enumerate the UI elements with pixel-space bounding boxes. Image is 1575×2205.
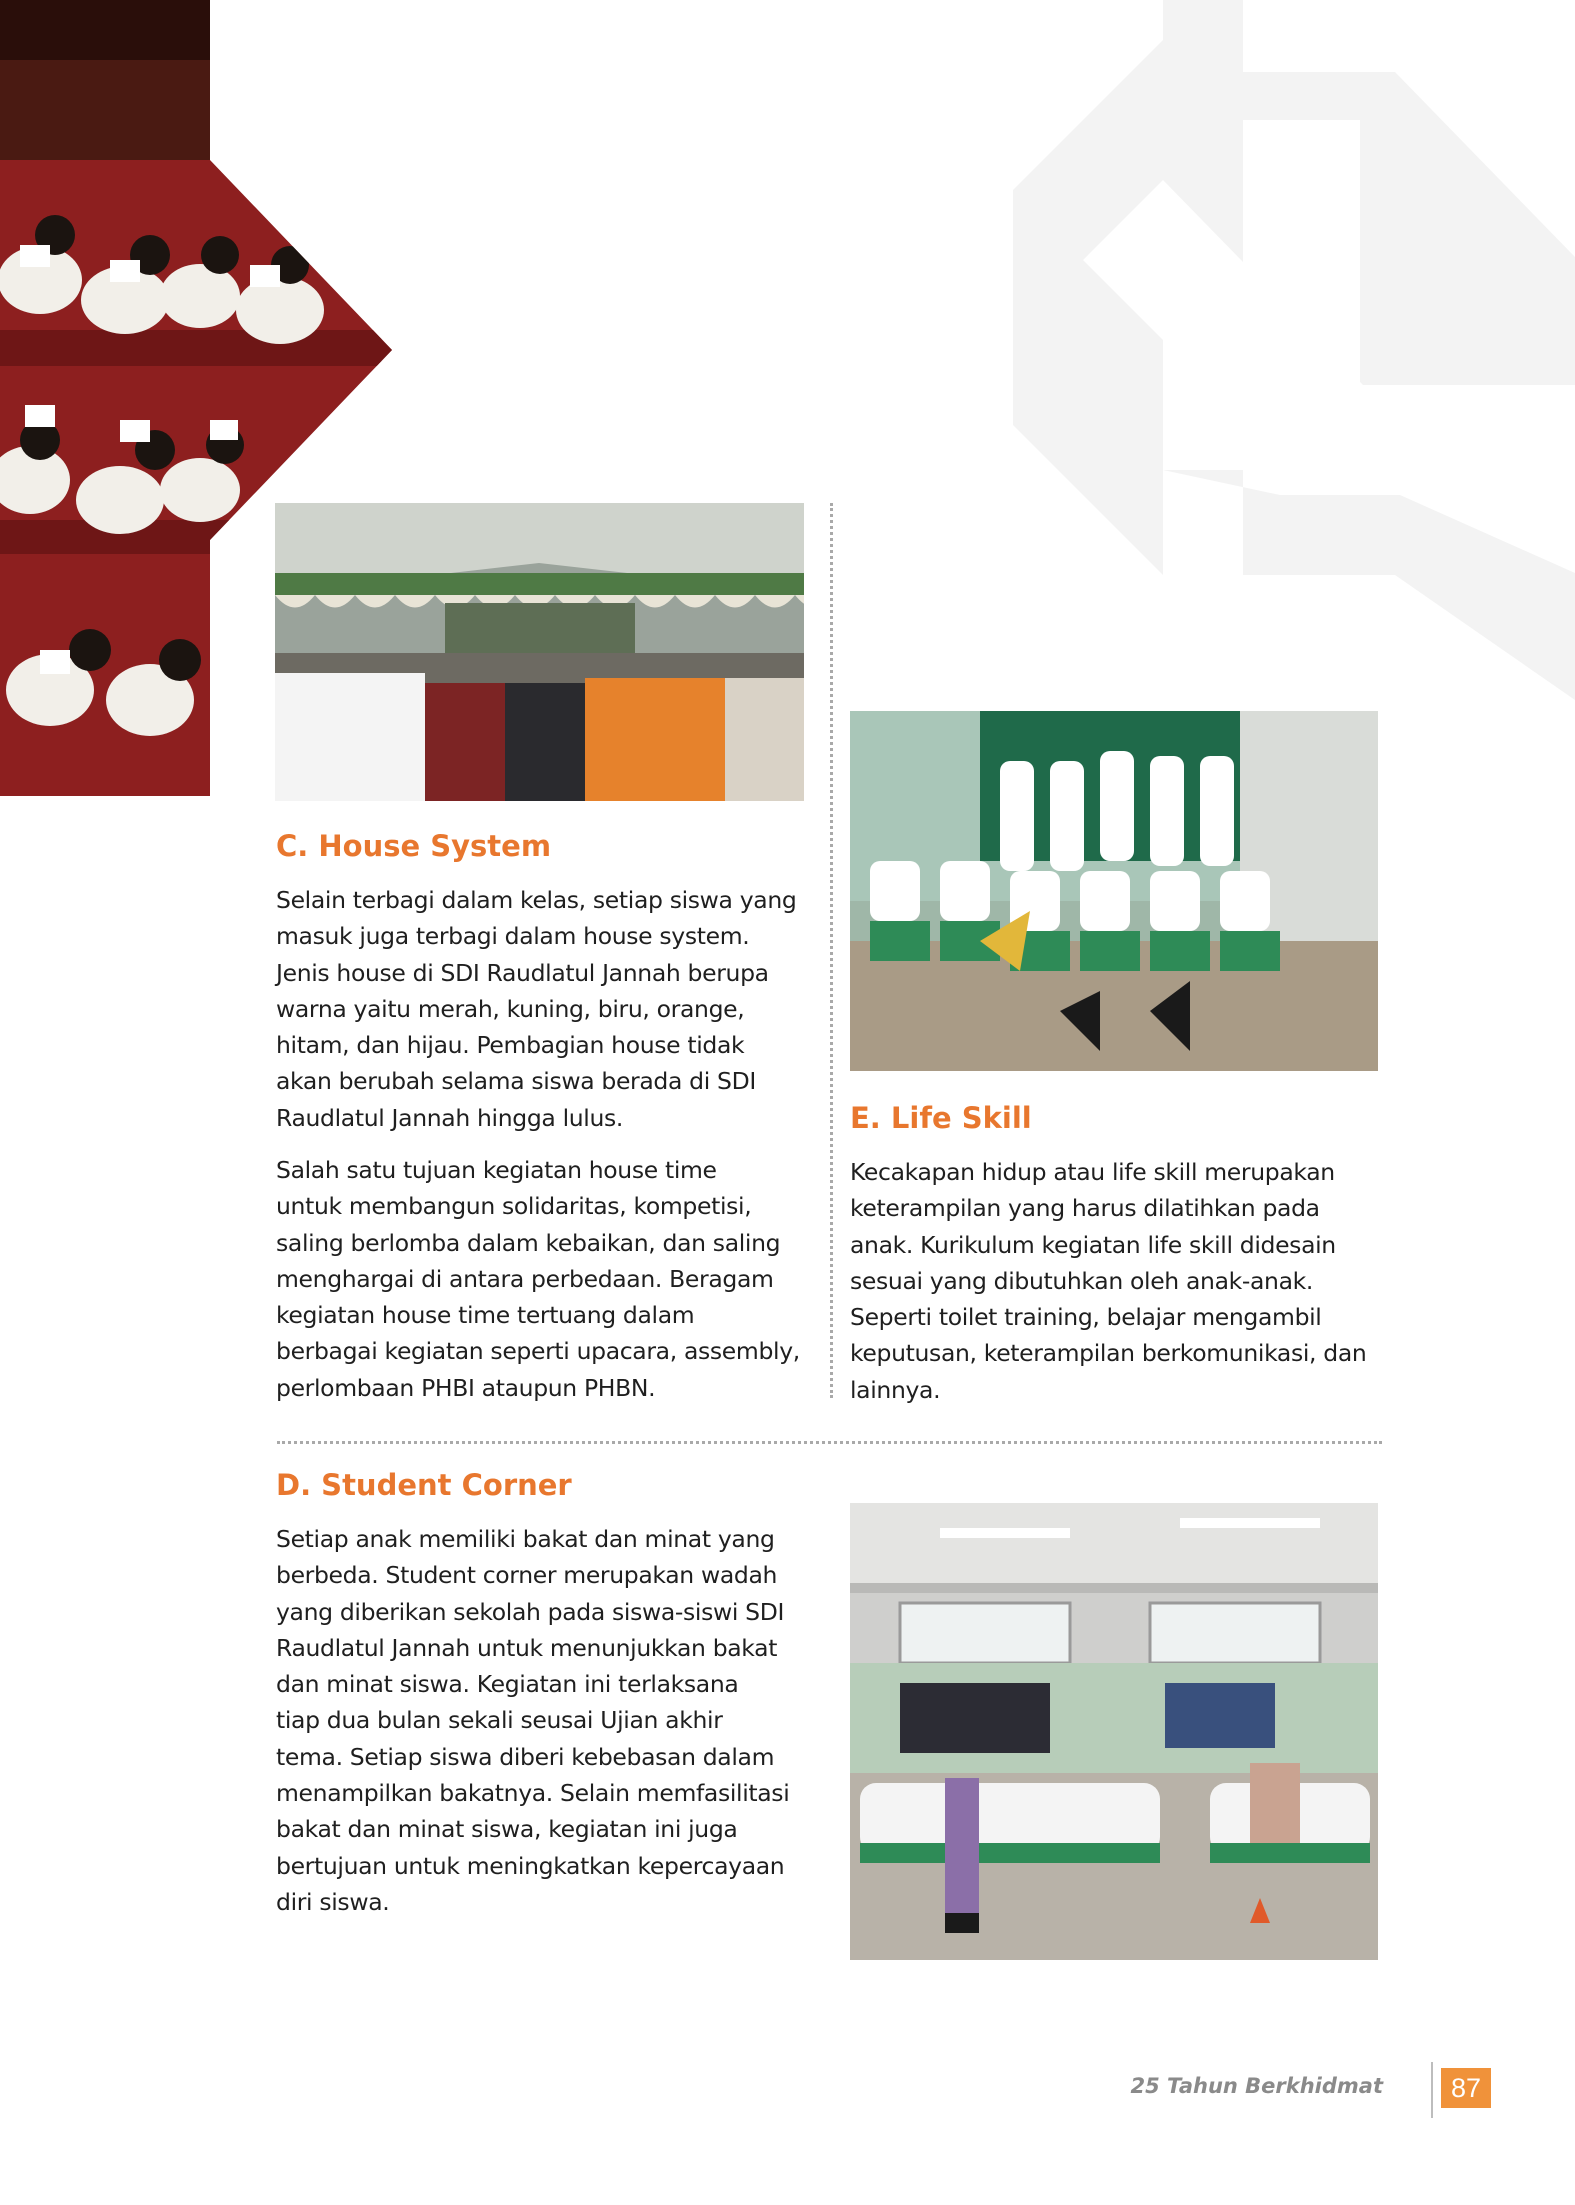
house-system-heading: C. House System [276, 829, 552, 863]
section-separator [277, 1441, 1382, 1444]
life-skill-paragraph: Kecakapan hidup atau life skill merupakan keterampilan yang harus dilatihkan pada anak. Kurikulum kegiatan life skill didesain sesuai yang dibutuhkan oleh anak-anak. Seperti toilet training, belajar mengambil keputusan, keterampilan berkomunikasi, dan lainnya. [850, 1158, 1367, 1404]
footer-divider [1431, 2062, 1433, 2118]
assembly-under-tent-photo [275, 503, 804, 801]
student-corner-paragraph: Setiap anak memiliki bakat dan minat yang berbeda. Student corner merupakan wadah yang diberikan sekolah pada siswa-siswi SDI Raudlatul Jannah untuk menunjukkan bakat dan minat siswa. Kegiatan ini terlaksana tiap dua bulan sekali seusai Ujian akhir tema. Setiap siswa diberi kebebasan dalam menampilkan bakatnya. Selain memfasilitasi bakat dan minat siswa, kegiatan ini juga bertujuan untuk meningkatkan kepercayaan diri siswa. [276, 1525, 790, 1916]
students-with-brooms-photo [850, 711, 1378, 1071]
page-number: 87 [1441, 2068, 1491, 2108]
student-performance-hall-photo [850, 1503, 1378, 1960]
house-system-paragraph-2: Salah satu tujuan kegiatan house time untuk membangun solidaritas, kompetisi, saling berlomba dalam kebaikan, dan saling menghargai di antara perbedaan. Beragam kegiatan house time tertuang dalam berbagai kegiatan seperti upacara, assembly, perlombaan PHBI ataupun PHBN. [276, 1156, 800, 1402]
student-corner-heading: D. Student Corner [276, 1468, 572, 1502]
column-separator [830, 503, 833, 1398]
life-skill-heading: E. Life Skill [850, 1101, 1032, 1135]
footer-tagline: 25 Tahun Berkhidmat [1130, 2074, 1383, 2098]
house-system-paragraph-1: Selain terbagi dalam kelas, setiap siswa yang masuk juga terbagi dalam house system. Jenis house di SDI Raudlatul Jannah berupa warna yaitu merah, kuning, biru, orange, hitam, dan hijau. Pembagian house tidak akan berubah selama siswa berada di SDI Raudlatul Jannah hingga lulus. [276, 886, 797, 1132]
